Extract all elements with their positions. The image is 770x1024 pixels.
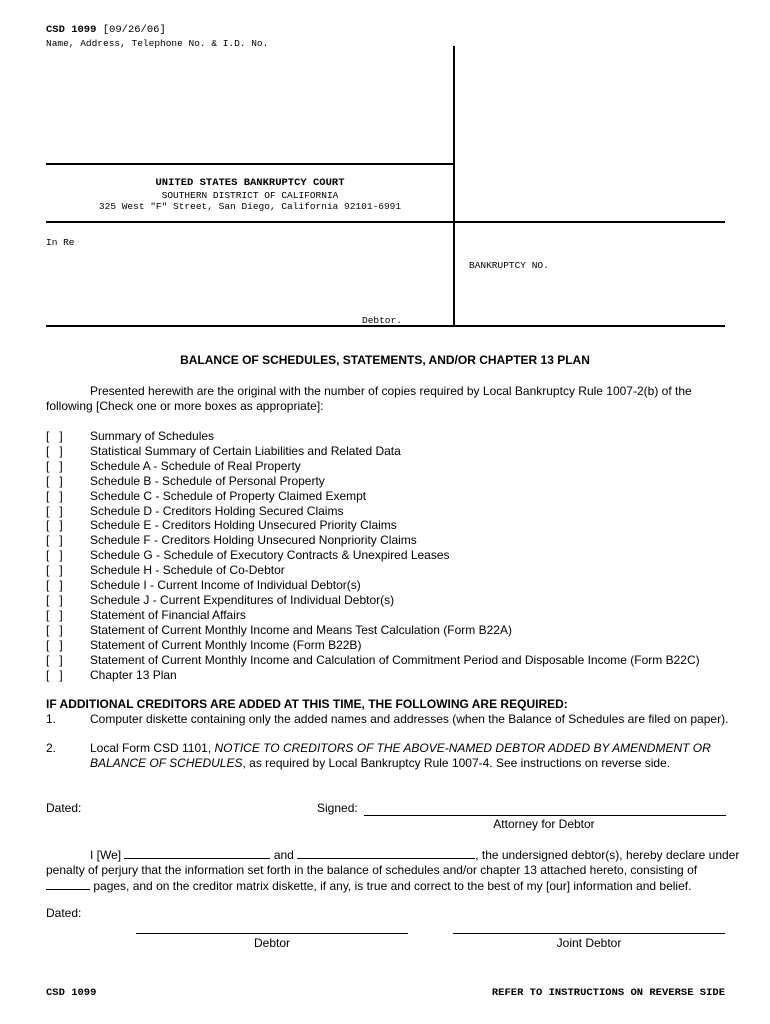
requirement-item-1: [46, 712, 736, 727]
requirement-text: Computer diskette containing only the added names and addresses (when the Balance of Schedules are filed on paper).: [90, 712, 729, 726]
checkbox[interactable]: [ ]: [46, 637, 63, 652]
checklist-item: [46, 459, 746, 474]
checkbox[interactable]: [ ]: [46, 458, 63, 473]
checkbox[interactable]: [ ]: [46, 652, 63, 667]
signed-label: Signed:: [317, 801, 358, 815]
checklist-item-label: Schedule F - Creditors Holding Unsecured Nonpriority Claims: [90, 533, 417, 548]
declaration-after-names: , the undersigned debtor(s), hereby declare under: [475, 848, 740, 862]
court-bottom-rule: [46, 221, 725, 223]
checklist-item: [46, 474, 746, 489]
checklist-item: [46, 489, 746, 504]
checkbox[interactable]: [ ]: [46, 548, 63, 563]
requirement-text-prefix: Local Form CSD 1101,: [90, 741, 215, 755]
checkbox[interactable]: [ ]: [46, 533, 63, 548]
checklist-item-label: Statement of Current Monthly Income and Means Test Calculation (Form B22A): [90, 622, 512, 637]
checklist-item-label: Schedule I - Current Income of Individual Debtor(s): [90, 578, 361, 593]
checkbox[interactable]: [ ]: [46, 473, 63, 488]
checklist-item: [46, 429, 746, 444]
declaration-line-2: penalty of perjury that the information set forth in the balance of schedules and/or chapter 13 attached hereto, consisting of: [46, 863, 698, 877]
intro-line-1: Presented herewith are the original with the number of copies required by Local Bankruptcy Rule 1007-2(b) of the: [90, 384, 692, 398]
checklist-item: [46, 668, 746, 683]
debtor-signature-label: Debtor: [253, 936, 291, 950]
checkbox[interactable]: [ ]: [46, 563, 63, 578]
intro-line-2: following [Check one or more boxes as appropriate]:: [46, 399, 324, 413]
requirement-text-suffix: , as required by Local Bankruptcy Rule 1007-4. See instructions on reverse side.: [242, 756, 671, 770]
checkbox[interactable]: [ ]: [46, 592, 63, 607]
checkbox[interactable]: [ ]: [46, 622, 63, 637]
declaration-and: and: [273, 848, 294, 862]
checklist-item-label: Schedule C - Schedule of Property Claimed Exempt: [90, 488, 367, 503]
declaration-line-3: [46, 878, 736, 894]
checklist-item: [46, 593, 746, 608]
checklist-item: [46, 518, 746, 533]
in-re-label: In Re: [46, 237, 75, 248]
declaration-line-1: [46, 847, 740, 863]
checklist-item-label: Schedule E - Creditors Holding Unsecured Priority Claims: [90, 518, 397, 533]
checklist-item: [46, 563, 746, 578]
requirement-number: 1.: [46, 712, 57, 726]
checkbox[interactable]: [ ]: [46, 503, 63, 518]
attorney-for-debtor-label: Attorney for Debtor: [493, 817, 595, 831]
checkbox[interactable]: [ ]: [46, 429, 63, 443]
checklist-item: [46, 444, 746, 459]
notice-title-italic: NOTICE TO CREDITORS OF THE ABOVE-NAMED DEBTOR ADDED BY AMENDMENT OR BALANCE OF SCHEDULES: [90, 741, 711, 770]
checklist-item: [46, 653, 746, 668]
checklist-item: [46, 608, 746, 623]
debtor-caption-label: Debtor.: [362, 315, 402, 326]
checklist-item: [46, 638, 746, 653]
page-count-blank[interactable]: [46, 878, 90, 890]
requirement-number: 2.: [46, 741, 57, 755]
attorney-signature-line[interactable]: [364, 815, 726, 816]
debtor-dated-label: Dated:: [46, 906, 82, 920]
checklist-item: [46, 623, 746, 638]
checklist-item-label: Schedule D - Creditors Holding Secured Claims: [90, 503, 344, 518]
checklist-item: [46, 548, 746, 563]
checklist-item-label: Statement of Current Monthly Income (Form B22B): [90, 637, 362, 652]
checkbox[interactable]: [ ]: [46, 443, 63, 458]
form-number-header: [46, 24, 166, 36]
checklist-item-label: Schedule G - Schedule of Executory Contracts & Unexpired Leases: [90, 548, 450, 563]
declaration-line-3-text: pages, and on the creditor matrix diskette, if any, is true and correct to the best of my [our] information and belief.: [93, 879, 692, 893]
checklist-item-label: Chapter 13 Plan: [90, 667, 177, 682]
checklist-item: [46, 533, 746, 548]
form-title: BALANCE OF SCHEDULES, STATEMENTS, AND/OR CHAPTER 13 PLAN: [180, 353, 590, 367]
checklist-item-label: Schedule H - Schedule of Co-Debtor: [90, 563, 285, 578]
checkbox[interactable]: [ ]: [46, 667, 63, 682]
checklist-item-label: Statistical Summary of Certain Liabilities and Related Data: [90, 443, 401, 458]
checklist-item-label: Schedule A - Schedule of Real Property: [90, 458, 301, 473]
checklist-item-label: Schedule B - Schedule of Personal Property: [90, 473, 325, 488]
checkbox[interactable]: [ ]: [46, 488, 63, 503]
form-revision-date: [09/26/06]: [102, 24, 166, 36]
checkbox[interactable]: [ ]: [46, 578, 63, 593]
attorney-info-label: Name, Address, Telephone No. & I.D. No.: [46, 38, 269, 49]
checklist-item-label: Summary of Schedules: [90, 429, 215, 443]
court-address: 325 West "F" Street, San Diego, California 92101-6991: [98, 201, 402, 212]
footer-form-number: CSD 1099: [46, 987, 97, 999]
checklist-item-label: Statement of Financial Affairs: [90, 607, 246, 622]
checklist-item-label: Schedule J - Current Expenditures of Individual Debtor(s): [90, 592, 395, 607]
joint-debtor-name-blank[interactable]: [297, 847, 475, 859]
joint-debtor-signature-label: Joint Debtor: [556, 936, 622, 950]
checklist-item-label: Statement of Current Monthly Income and Calculation of Commitment Period and Disposable Income (Form B22C): [90, 652, 700, 667]
schedule-checklist: [46, 429, 746, 682]
joint-debtor-signature-line[interactable]: [453, 933, 725, 934]
checklist-item: [46, 504, 746, 519]
checklist-item: [46, 578, 746, 593]
requirement-text: [90, 741, 736, 771]
court-title: UNITED STATES BANKRUPTCY COURT: [155, 177, 345, 189]
dated-label: Dated:: [46, 801, 82, 815]
bankruptcy-number-label: BANKRUPTCY NO.: [469, 260, 549, 271]
form-number: CSD 1099: [46, 24, 97, 36]
debtor-signature-line[interactable]: [136, 933, 408, 934]
debtor-declaration: [46, 847, 740, 894]
intro-paragraph: [46, 384, 736, 414]
checkbox[interactable]: [ ]: [46, 607, 63, 622]
additional-creditors-heading: IF ADDITIONAL CREDITORS ARE ADDED AT THIS TIME, THE FOLLOWING ARE REQUIRED:: [46, 697, 568, 711]
requirement-item-2: [46, 741, 736, 771]
court-top-rule: [46, 163, 454, 165]
declaration-we: I [We]: [90, 848, 122, 862]
debtor-name-blank[interactable]: [124, 847, 270, 859]
footer-reverse-side-note: REFER TO INSTRUCTIONS ON REVERSE SIDE: [491, 987, 725, 999]
checkbox[interactable]: [ ]: [46, 518, 63, 533]
court-district: SOUTHERN DISTRICT OF CALIFORNIA: [161, 190, 339, 201]
